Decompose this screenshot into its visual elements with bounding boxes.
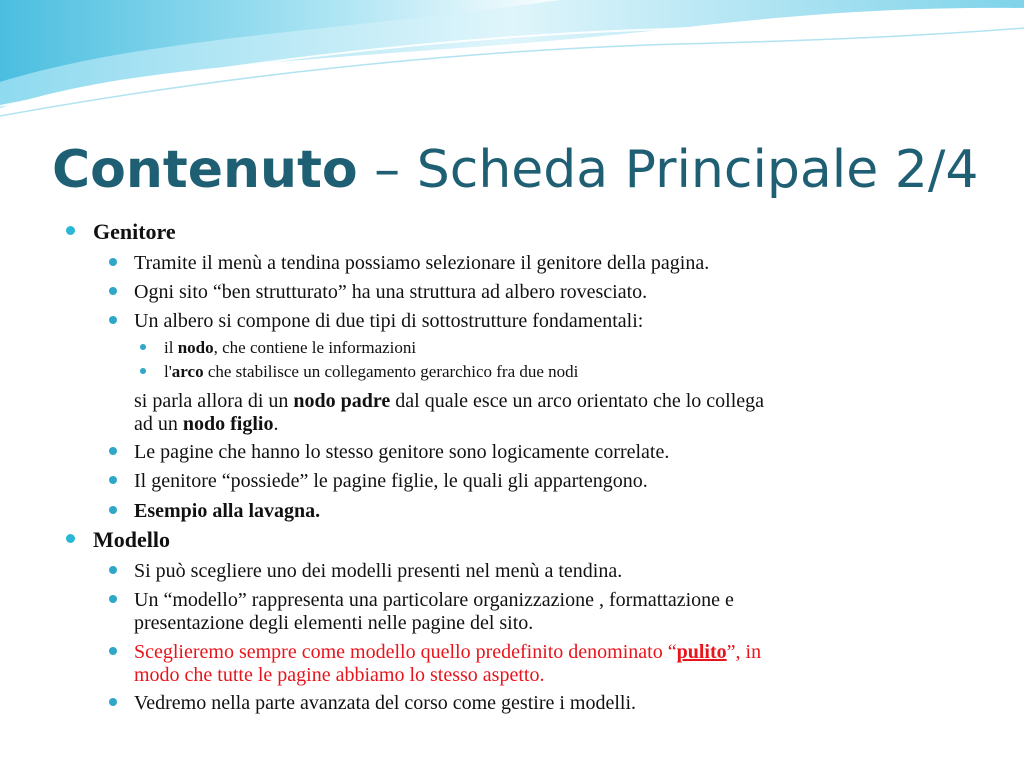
subbullet-arco-pre: l' xyxy=(164,362,172,381)
bullet-genitore-menu: Tramite il menù a tendina possiamo selezionare il genitore della pagina. xyxy=(134,252,710,274)
bullet-albero-componenti: Un albero si compone di due tipi di sottostrutture fondamentali: xyxy=(134,310,644,332)
continuation-nodo-padre-post: dal quale esce un arco orientato che lo collega xyxy=(390,390,765,412)
bullet-esempio-lavagna: Esempio alla lavagna. xyxy=(134,500,321,522)
continuation-nodo-padre-term: nodo padre xyxy=(293,390,391,412)
bullet-genitore: Genitore xyxy=(93,219,176,244)
subbullet-nodo xyxy=(164,338,416,358)
bullet-modello: Modello xyxy=(93,527,170,552)
bullet-sito-strutturato: Ogni sito “ben strutturato” ha una struttura ad albero rovesciato. xyxy=(134,281,648,303)
bullet-modello-organizzazione: Un “modello” rappresenta una particolare organizzazione , formattazione e xyxy=(134,589,734,611)
bullet-modello-pulito-pre: Sceglieremo sempre come modello quello predefinito denominato “ xyxy=(134,641,677,663)
bullet-modello-pulito xyxy=(134,640,761,664)
slide-title-rest: – Scheda Principale 2/4 xyxy=(357,140,979,200)
continuation-nodo-figlio-post: . xyxy=(273,413,279,435)
bullet-modello-pulito-post: ”, in xyxy=(726,641,762,663)
continuation-nodo-padre-pre: si parla allora di un xyxy=(134,390,294,412)
continuation-nodo-figlio-term: nodo figlio xyxy=(182,413,274,435)
subbullet-nodo-term: nodo xyxy=(177,338,214,357)
continuation-nodo-figlio xyxy=(134,412,278,436)
bullet-genitore-possiede: Il genitore “possiede” le pagine figlie, le quali gli appartengono. xyxy=(134,470,648,492)
subbullet-arco-post: che stabilisce un collegamento gerarchico fra due nodi xyxy=(203,362,579,381)
bullet-modello-pulito-cont: modo che tutte le pagine abbiamo lo stesso aspetto. xyxy=(134,664,545,686)
subbullet-nodo-pre: il xyxy=(164,338,178,357)
slide-title-bold: Contenuto xyxy=(52,140,358,200)
bullet-scegliere-modello: Si può scegliere uno dei modelli presenti nel menù a tendina. xyxy=(134,560,623,582)
subbullet-arco xyxy=(164,362,578,382)
subbullet-nodo-post: , che contiene le informazioni xyxy=(213,338,417,357)
bullet-modello-organizzazione-cont: presentazione degli elementi nelle pagine del sito. xyxy=(134,612,534,634)
subbullet-arco-term: arco xyxy=(171,362,204,381)
continuation-nodo-padre xyxy=(134,389,764,413)
bullet-gestire-modelli: Vedremo nella parte avanzata del corso come gestire i modelli. xyxy=(134,692,637,714)
continuation-nodo-figlio-pre: ad un xyxy=(134,413,183,435)
bullet-modello-pulito-term: pulito xyxy=(676,641,727,663)
bullet-pagine-correlate: Le pagine che hanno lo stesso genitore sono logicamente correlate. xyxy=(134,441,670,463)
